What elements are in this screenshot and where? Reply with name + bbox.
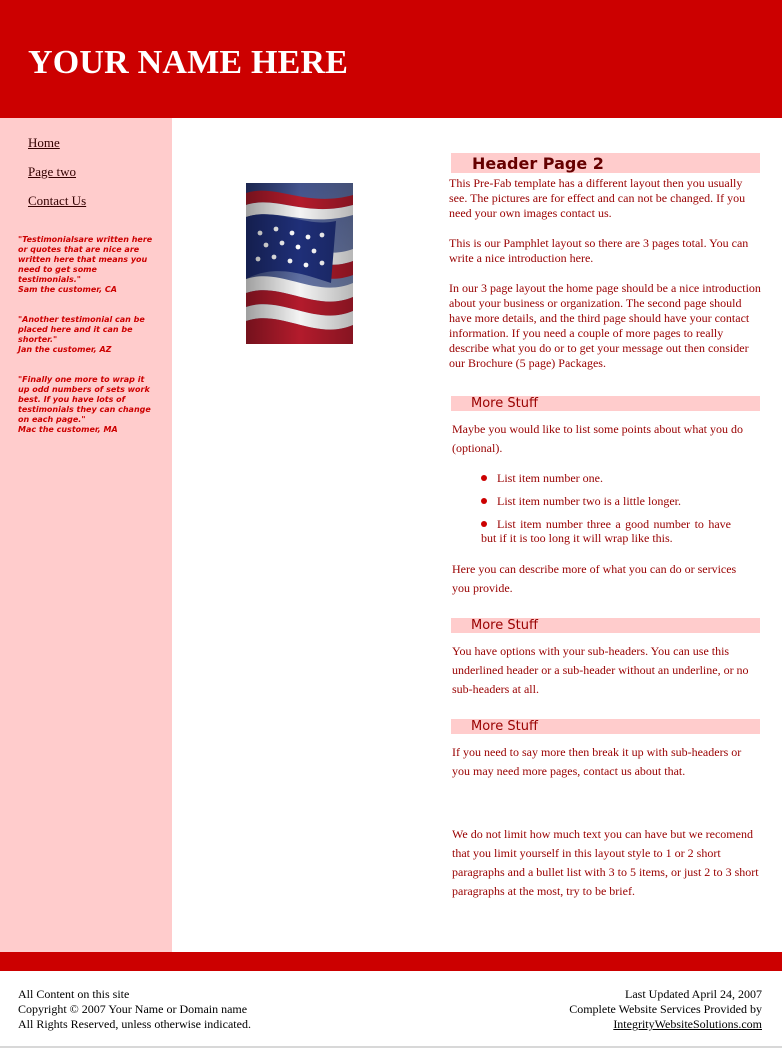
testimonial-author: Mac the customer, MA <box>18 425 118 434</box>
testimonial-quote: "Finally one more to wrap it up odd numbers of sets work best. If you have lots of testimonials they can change on each page." <box>18 375 151 424</box>
page-title: Header Page 2 <box>472 154 604 173</box>
section-text: We do not limit how much text you can have but we recomend that you limit yourself in this layout style to 1 or 2 short paragraphs and a bullet list with 3 to 5 items, or just 2 to 3 short paragraphs at the most, try to be brief. <box>452 827 759 898</box>
section-text: You have options with your sub-headers. You can use this underlined header or a sub-header without an underline, or no sub-headers at all. <box>452 644 749 696</box>
footer-line: Copyright © 2007 Your Name or Domain name <box>18 1002 248 1016</box>
footer-copyright <box>18 987 251 1032</box>
list-item-text: List item number two is a little longer. <box>497 494 681 508</box>
site-title: YOUR NAME HERE <box>28 44 349 81</box>
intro-paragraph: This is our Pamphlet layout so there are 3 pages total. You can write a nice introduction here. <box>449 236 749 265</box>
list-item <box>481 471 731 485</box>
nav-link-contact-us[interactable]: Contact Us <box>28 193 87 208</box>
section-lead: Maybe you would like to list some points about what you do (optional). <box>452 422 743 455</box>
section-header-bar <box>451 719 760 734</box>
provider-link[interactable]: IntegrityWebsiteSolutions.com <box>613 1017 762 1031</box>
testimonial-quote: "Testimonialsare written here or quotes that are nice are written here that means you need to get some testimonials." <box>18 235 153 284</box>
footer-line: Complete Website Services Provided by <box>569 1002 762 1016</box>
list-item-text: List item number three a good number to have but if it is too long it will wrap like this. <box>481 517 731 545</box>
bullet-icon <box>481 475 487 481</box>
section-title: More Stuff <box>471 719 538 734</box>
footer-bar <box>0 952 782 971</box>
footer <box>0 971 782 1048</box>
testimonial-author: Sam the customer, CA <box>18 285 117 294</box>
list-item-text: List item number one. <box>497 471 603 485</box>
list-item <box>481 494 731 508</box>
page-header-bar <box>451 153 760 173</box>
nav-link-page-two[interactable]: Page two <box>28 164 77 179</box>
section-title: More Stuff <box>471 618 538 633</box>
section-text: If you need to say more then break it up with sub-headers or you may need more pages, contact us about that. <box>452 745 742 778</box>
intro-paragraph: In our 3 page layout the home page should be a nice introduction about your business or organization. The second page should have more details, and the third page should have your contact information. If you need a couple of more pages to really describe what you do or to get your message out then consider our Brochure (5 page) Packages. <box>449 281 761 370</box>
testimonial <box>18 315 158 355</box>
bullet-list <box>481 471 731 554</box>
testimonial-author: Jan the customer, AZ <box>18 345 112 354</box>
american-flag-image <box>246 183 353 344</box>
footer-line: All Content on this site <box>18 987 130 1001</box>
section-tail: Here you can describe more of what you can do or services you provide. <box>452 562 737 595</box>
footer-line: Last Updated April 24, 2007 <box>625 987 762 1001</box>
testimonial-quote: "Another testimonial can be placed here and it can be shorter." <box>18 315 145 344</box>
intro-paragraph: This Pre-Fab template has a different layout then you usually see. The pictures are for effect and can not be changed. If you need your own images contact us. <box>449 176 746 220</box>
nav-link-home[interactable]: Home <box>28 135 60 150</box>
footer-credits <box>569 987 762 1032</box>
testimonial <box>18 235 158 295</box>
bullet-icon <box>481 498 487 504</box>
bullet-icon <box>481 521 487 527</box>
section-header-bar <box>451 618 760 633</box>
site-header <box>0 0 782 118</box>
section-header-bar <box>451 396 760 411</box>
testimonial <box>18 375 158 435</box>
footer-line: All Rights Reserved, unless otherwise indicated. <box>18 1017 251 1031</box>
section-title: More Stuff <box>471 396 538 411</box>
list-item <box>481 517 731 545</box>
